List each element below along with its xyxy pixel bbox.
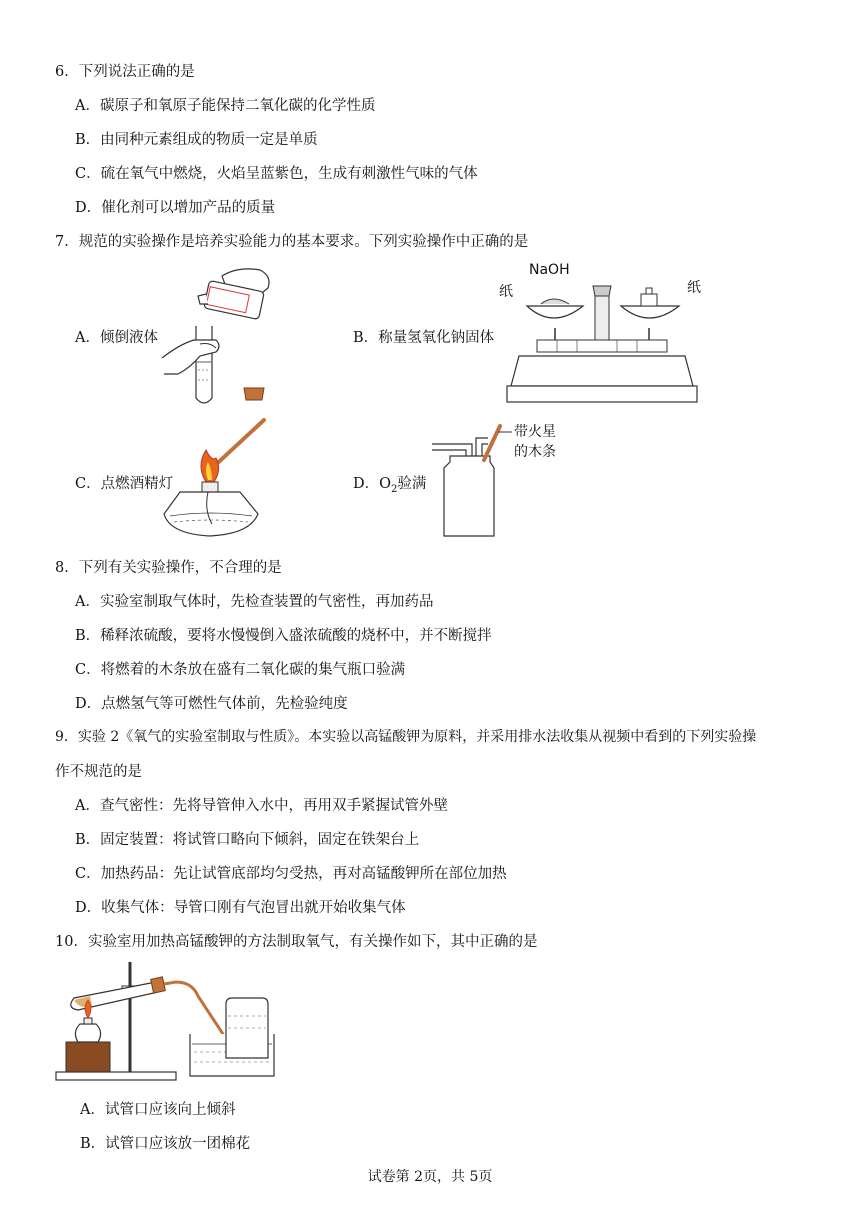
q7-option-b: B．称量氢氧化钠固体 <box>353 330 495 346</box>
q10-option-b: B．试管口应该放一团棉花 <box>80 1136 251 1152</box>
q6-option-a: A．碳原子和氧原子能保持二氧化碳的化学性质 <box>75 98 376 114</box>
q8-option-c: C．将燃着的木条放在盛有二氧化碳的集气瓶口验满 <box>75 662 406 678</box>
paper-right-label: 纸 <box>687 280 701 296</box>
q8-option-d: D．点燃氢气等可燃性气体前，先检验纯度 <box>75 696 348 712</box>
q6-option-d: D．催化剂可以增加产品的质量 <box>75 200 276 216</box>
paper-left-label: 纸 <box>499 284 513 300</box>
naoh-label: NaOH <box>529 262 570 278</box>
q6-stem: 6．下列说法正确的是 <box>55 64 195 80</box>
q7-stem: 7．规范的实验操作是培养实验能力的基本要求。下列实验操作中正确的是 <box>55 234 529 250</box>
page-footer: 试卷第 2页，共 5页 <box>367 1169 493 1185</box>
q8-option-b: B．稀释浓硫酸，要将水慢慢倒入盛浓硫酸的烧杯中，并不断搅拌 <box>75 628 492 644</box>
q10-option-a: A．试管口应该向上倾斜 <box>80 1102 236 1118</box>
kmno4-apparatus-figure <box>52 958 280 1084</box>
q10-stem: 10．实验室用加热高锰酸钾的方法制取氧气，有关操作如下，其中正确的是 <box>55 934 538 950</box>
pouring-liquid-figure <box>160 262 280 410</box>
q9-option-d: D．收集气体：导管口刚有气泡冒出就开始收集气体 <box>75 900 406 916</box>
o2-full-test-figure <box>428 420 568 542</box>
q9-stem-line-1: 9．实验 2《氧气的实验室制取与性质》。本实验以高锰酸钾为原料，并采用排水法收集从视频中看到的下列实验操 <box>55 729 757 745</box>
glowing-splint-label-2: 的木条 <box>514 444 556 460</box>
q8-option-a: A．实验室制取气体时，先检查装置的气密性，再加药品 <box>75 594 434 610</box>
q6-option-c: C．硫在氧气中燃烧，火焰呈蓝紫色，生成有刺激性气味的气体 <box>75 166 478 182</box>
q9-stem-line-2: 作不规范的是 <box>55 764 142 780</box>
q8-stem: 8．下列有关实验操作，不合理的是 <box>55 560 282 576</box>
alcohol-lamp-figure <box>160 414 282 540</box>
q7-option-a: A．倾倒液体 <box>75 330 158 346</box>
q9-option-a: A．查气密性：先将导管伸入水中，再用双手紧握试管外壁 <box>75 798 448 814</box>
balance-figure <box>497 256 707 408</box>
glowing-splint-label-1: 带火星 <box>514 424 556 440</box>
q9-option-c: C．加热药品：先让试管底部均匀受热，再对高锰酸钾所在部位加热 <box>75 866 507 882</box>
q6-option-b: B．由同种元素组成的物质一定是单质 <box>75 132 318 148</box>
q7-option-c: C．点燃酒精灯 <box>75 476 174 492</box>
q9-option-b: B．固定装置：将试管口略向下倾斜，固定在铁架台上 <box>75 832 420 848</box>
q7-option-d: D．$O_2$验满 <box>353 476 427 495</box>
